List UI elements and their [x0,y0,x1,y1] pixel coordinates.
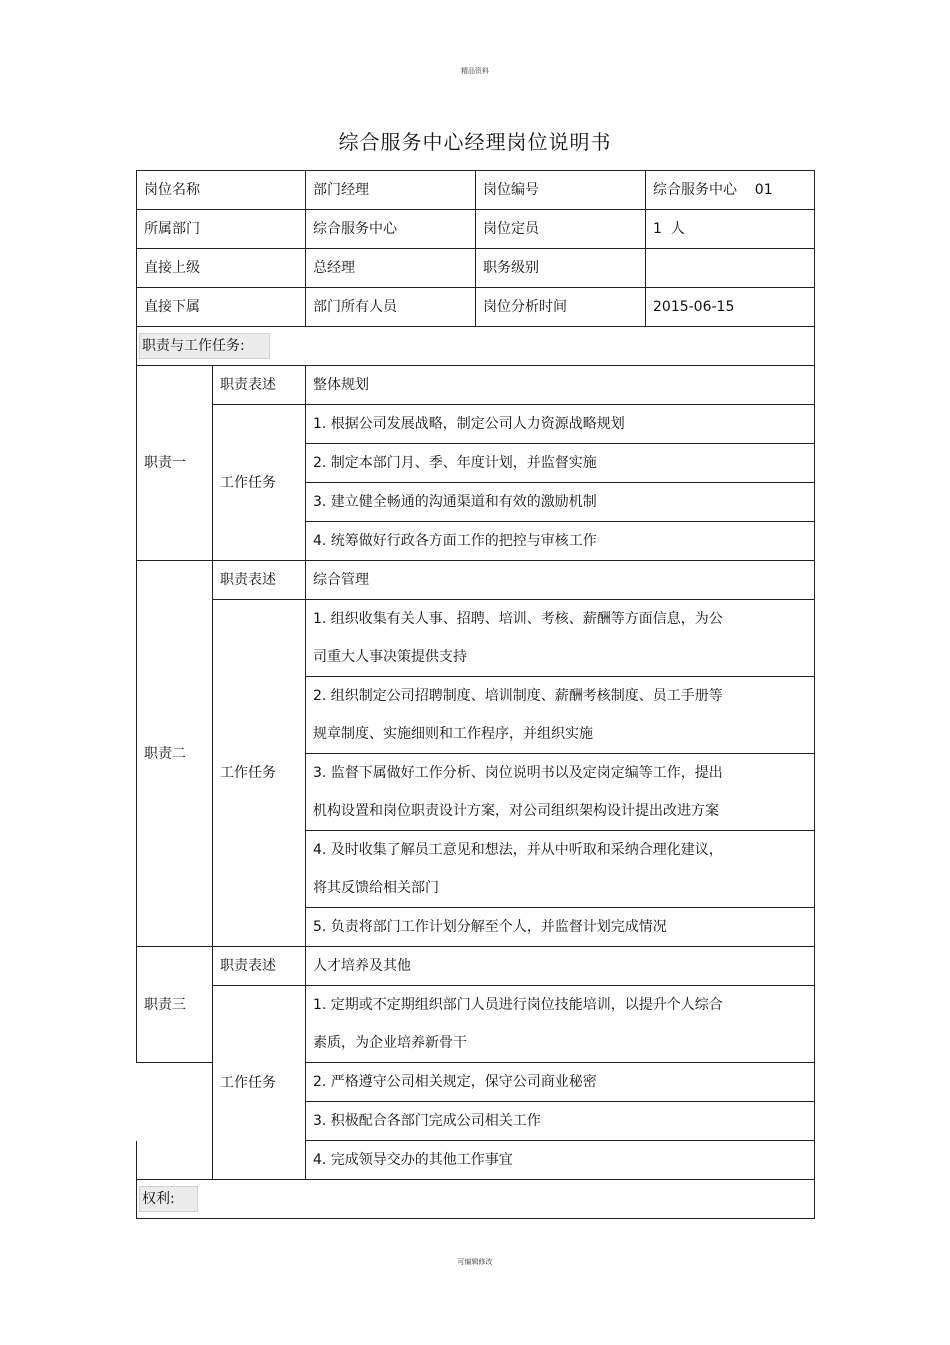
task-item [306,677,815,754]
duty-name-blank [137,1063,213,1102]
task-item: 2. 制定本部门月、季、年度计划，并监督实施 [306,444,815,483]
info-label: 岗位分析时间 [476,288,646,327]
duty-desc-row [137,561,815,600]
duty-desc-row [137,947,815,986]
info-row [137,171,815,210]
info-value: 部门所有人员 [306,288,476,327]
tasks-label: 工作任务 [213,600,306,947]
duty-name: 职责三 [137,947,213,1063]
tasks-label: 工作任务 [213,986,306,1180]
job-description-table [136,170,815,1219]
info-label: 直接上级 [137,249,306,288]
duty-description: 综合管理 [306,561,815,600]
duty-name: 职责一 [137,366,213,561]
duty-desc-row [137,366,815,405]
info-label: 岗位名称 [137,171,306,210]
desc-label: 职责表述 [213,947,306,986]
task-item: 2. 严格遵守公司相关规定，保守公司商业秘密 [306,1063,815,1102]
rights-header-label: 权利: [139,1186,198,1212]
task-item: 3. 积极配合各部门完成公司相关工作 [306,1102,815,1141]
duties-section-header [137,327,815,366]
duty-description: 整体规划 [306,366,815,405]
info-label: 岗位定员 [476,210,646,249]
info-label: 岗位编号 [476,171,646,210]
task-item: 5. 负责将部门工作计划分解至个人，并监督计划完成情况 [306,908,815,947]
task-row [137,405,815,444]
task-line: 司重大人事决策提供支持 [313,649,467,665]
task-row [137,600,815,677]
info-value: 2015-06-15 [646,288,815,327]
page-footer: 可编辑修改 [457,1258,493,1266]
task-line: 将其反馈给相关部门 [313,880,439,896]
info-row [137,210,815,249]
desc-label: 职责表述 [213,561,306,600]
info-label: 直接下属 [137,288,306,327]
info-value: 总经理 [306,249,476,288]
info-value: 1 人 [646,210,815,249]
task-item: 4. 统筹做好行政各方面工作的把控与审核工作 [306,522,815,561]
duty-description: 人才培养及其他 [306,947,815,986]
info-value: 综合服务中心 01 [646,171,815,210]
task-item [306,986,815,1063]
task-line: 4. 及时收集了解员工意见和想法，并从中听取和采纳合理化建议， [313,842,723,858]
duty-name-blank [137,1102,213,1141]
info-row [137,249,815,288]
task-line: 2. 组织制定公司招聘制度、培训制度、薪酬考核制度、员工手册等 [313,688,723,704]
info-label: 所属部门 [137,210,306,249]
duty-name-blank [137,1141,213,1180]
info-value: 综合服务中心 [306,210,476,249]
rights-section-header [137,1180,815,1219]
task-row [137,986,815,1063]
info-row [137,288,815,327]
task-line: 1. 定期或不定期组织部门人员进行岗位技能培训，以提升个人综合 [313,997,723,1013]
duty-name: 职责二 [137,561,213,947]
section-header-row [137,1180,815,1219]
task-item [306,600,815,677]
info-value: 部门经理 [306,171,476,210]
task-item [306,754,815,831]
task-item: 3. 建立健全畅通的沟通渠道和有效的激励机制 [306,483,815,522]
task-item: 1. 根据公司发展战略，制定公司人力资源战略规划 [306,405,815,444]
tasks-label: 工作任务 [213,405,306,561]
desc-label: 职责表述 [213,366,306,405]
task-item: 4. 完成领导交办的其他工作事宜 [306,1141,815,1180]
task-line: 规章制度、实施细则和工作程序，并组织实施 [313,726,593,742]
task-line: 素质，为企业培养新骨干 [313,1035,467,1051]
info-value [646,249,815,288]
section-header-row [137,327,815,366]
task-line: 1. 组织收集有关人事、招聘、培训、考核、薪酬等方面信息，为公 [313,611,723,627]
task-line: 3. 监督下属做好工作分析、岗位说明书以及定岗定编等工作，提出 [313,765,723,781]
document-title: 综合服务中心经理岗位说明书 [338,130,612,154]
task-line: 机构设置和岗位职责设计方案，对公司组织架构设计提出改进方案 [313,803,719,819]
info-label: 职务级别 [476,249,646,288]
duties-header-label: 职责与工作任务: [139,333,270,359]
page-header: 精品资料 [461,67,489,75]
task-item [306,831,815,908]
